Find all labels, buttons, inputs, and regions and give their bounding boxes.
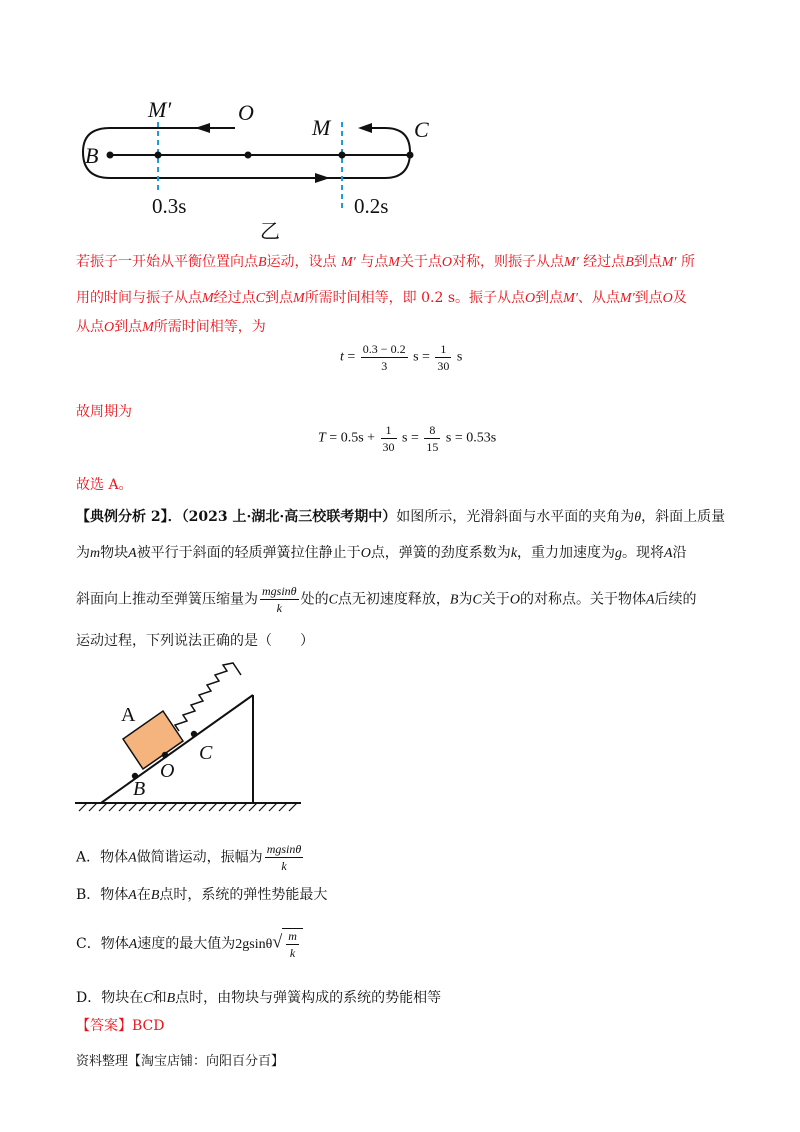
track-top-left: [83, 128, 380, 178]
point-m-dot: [339, 152, 346, 159]
conclusion: 故选 A。: [76, 477, 133, 493]
label-a: A: [121, 704, 136, 726]
option-d[interactable]: D．物块在C和B点时，由物块与弹簧构成的系统的势能相等: [76, 990, 442, 1006]
example-line-4: 运动过程，下列说法正确的是（ ）: [76, 633, 314, 649]
time-left: 0.3s: [152, 194, 187, 218]
arrow-right-bottom: [315, 173, 330, 183]
point-c-dot: [191, 731, 197, 737]
oscillation-diagram: [80, 95, 440, 245]
incline-diagram: [75, 655, 315, 820]
equation-period: T = 0.5s + $\frac{1}{30}$ s = $\frac{8}{15}$ s = 0.53s: [318, 423, 497, 454]
arrow-left-right-top: [358, 123, 372, 133]
answer: [76, 1017, 164, 1035]
label-o: O: [238, 100, 254, 125]
point-o-dot: [245, 152, 252, 159]
option-b[interactable]: B．物体A在B点时，系统的弹性势能最大: [76, 887, 328, 903]
example-line-1: 【典例分析 2】．（2023 上·湖北·高三校联考期中）如图所示，光滑斜面与水平面的夹角为θ，斜面上质量: [76, 509, 726, 525]
point-b-dot: [107, 152, 114, 159]
example-line-3: 斜面向上推动至弹簧压缩量为 $\frac{mgsin\theta}{k}$ 处的C点无初速度释放，B为C关于O的对称点。关于物体A后续的: [76, 584, 697, 615]
option-a[interactable]: A．物体A做简谐运动，振幅为 $\frac{mgsin\theta}{k}$: [76, 842, 302, 873]
point-o-dot: [162, 752, 168, 758]
solution-line-2: 用的时间与振子从点M经过点C到点M所需时间相等，即 0.2 s。振子从点O到点M′、从点M′到点O及: [76, 290, 687, 306]
equation-t: t = $\frac{0.3 - 0.2}{3}$ s = $\frac{1}{30}$ s: [340, 342, 463, 373]
answer-label: 【答案】: [76, 1018, 132, 1034]
label-o: O: [160, 760, 175, 782]
option-c[interactable]: C．物体A速度的最大值为2gsinθ√ $\frac{m}{k}$: [76, 928, 303, 960]
example-line-2: 为m物块A被平行于斜面的轻质弹簧拉住静止于O点，弹簧的劲度系数为k，重力加速度为g。现将A沿: [76, 545, 687, 561]
answer-value: BCD: [132, 1018, 165, 1034]
label-b: B: [133, 778, 146, 800]
solution-line-3: 从点O到点M所需时间相等，为: [76, 319, 266, 335]
ground-hatch: [79, 803, 297, 811]
point-c-dot: [407, 152, 414, 159]
label-c: C: [199, 742, 213, 764]
figure-caption: 乙: [260, 219, 280, 243]
spring: [175, 663, 241, 731]
period-intro: 故周期为: [76, 404, 132, 420]
time-right: 0.2s: [354, 194, 389, 218]
solution-line-1: 若振子一开始从平衡位置向点B运动，设点 M′ 与点M关于点O对称，则振子从点M′ 经过点B到点M′ 所: [76, 254, 695, 270]
label-m: M: [312, 115, 331, 140]
track-top-right: [377, 128, 410, 178]
label-m-prime: M′: [148, 97, 172, 122]
example-tag: 【典例分析 2】．（2023 上·湖北·高三校联考期中）: [76, 509, 397, 525]
label-b: B: [85, 143, 99, 168]
point-m-prime-dot: [155, 152, 162, 159]
label-c: C: [414, 117, 429, 142]
arrow-left-top: [195, 123, 210, 133]
footer-note: 资料整理【淘宝店铺：向阳百分百】: [76, 1054, 285, 1069]
